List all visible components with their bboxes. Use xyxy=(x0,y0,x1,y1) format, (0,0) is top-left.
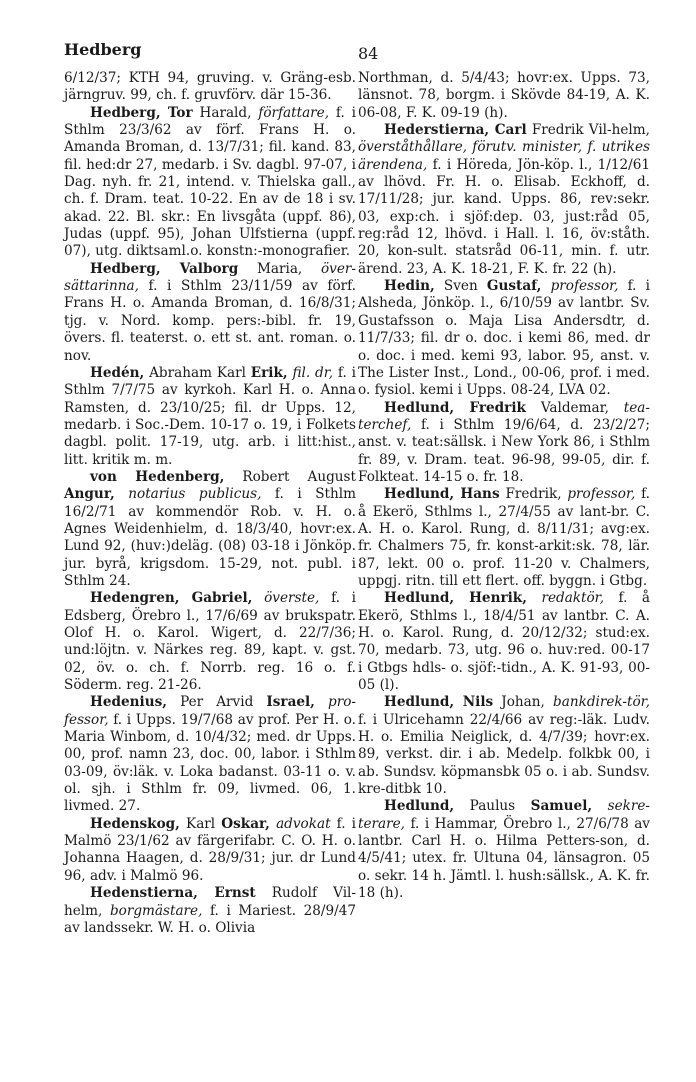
entry-title: redaktör, xyxy=(541,590,605,607)
entry-text: f. i Sthlm 19/6/64, d. 23/2/27; anst. v. teat:sällsk. i New York 86, i Sthlm fr. 89, v. Dram. teat. 96-98, 99-05, dir. f. Folkteat. 14-15 o. fr. 18. xyxy=(358,416,650,485)
entry-text: f. i Hammar, Örebro l., 27/6/78 av lantbr. Carl H. o. Hilma Petters-son, d. 4/5/41; utex. fr. Ultuna 04, länsagron. 05 o. sekr. 14 h. Jämtl. l. hush:sällsk., A. K. fr. 18 (h). xyxy=(358,815,650,902)
entry-headword: Hederstierna, Carl xyxy=(384,122,527,139)
entry-text: Fredrik, xyxy=(499,486,568,503)
biography-entry xyxy=(64,816,356,885)
entry-text: f. å Ekerö, Sthlms l., 27/4/55 av lant-br. C. A. H. o. Karol. Rung, d. 8/11/31; avg:ex. fr. Chalmers 75, fr. konst-arkit:sk. 78, lär. 87, lekt. 00 o. prof. 11-20 v. Chalmers, uppgj. ritn. till ett flert. off. byggn. i Gtbg. xyxy=(358,486,650,589)
entry-text: Valdemar, xyxy=(525,399,624,416)
entry-text: f. i Sthlm 23/11/59 av förf. Frans H. o. Amanda Broman, d. 16/8/31; tjg. v. Nord. komp. pers:-bibl. fr. 19, övers. fl. teaterst. o. ett st. ant. roman. o. nov. xyxy=(64,278,356,364)
entry-headword: von Hedenberg, xyxy=(90,468,225,485)
entry-text: f. i Sthlm 16/2/71 av kommendör Rob. v. H. o. Agnes Weidenhielm, d. 18/3/40, hovr:ex. Lund 92, (huv:)deläg. (08) 03-18 i Jönköp. jur. byrå, krigsdom. 15-29, not. publ. i Sthlm 24. xyxy=(64,486,356,589)
entry-headword: Oskar, xyxy=(221,815,270,832)
biography-entry xyxy=(358,694,650,798)
entry-text: f. i Ulricehamn 22/4/66 av reg:-läk. Ludv. H. o. Emilia Neiglick, d. 4/7/39; hovr:ex. 89, verkst. dir. i ab. Medelp. folkbk 00, i ab. Sundsv. köpmansbk 05 o. i ab. Sundsv. kre-ditbk 10. xyxy=(358,711,650,798)
entry-title: borgmästare, xyxy=(109,902,203,919)
entry-text: f. i Sthlm 7/7/75 av kyrkoh. Karl H. o. Anna Ramsten, d. 23/10/25; fil. dr Upps. 12, medarb. i Soc.-Dem. 10-17 o. 19, i Folkets dagbl. polit. 17-19, utg. arb. i litt:hist., litt. kritik m. m. xyxy=(64,364,356,468)
entry-text: Johan, xyxy=(493,694,554,711)
entry-text xyxy=(115,486,129,502)
entry-title: fil. dr, xyxy=(292,364,334,381)
entry-text: f. i Mariest. 28/9/47 av landssekr. W. H. o. Olivia xyxy=(64,902,357,936)
entry-title: professor, xyxy=(567,486,636,503)
entry-text: Northman, d. 5/4/43; hovr:ex. Upps. 73, länsnot. 78, borgm. i Skövde 84-19, A. K. 06-08, F. K. 09-19 (h). xyxy=(358,70,650,121)
entry-title: överståthållare, förutv. minister, f. utrikes ärendena, xyxy=(358,139,650,173)
entry-title: författare, xyxy=(258,104,330,121)
page-number: 84 xyxy=(358,44,379,63)
entry-headword: Hedlund, Nils xyxy=(384,694,494,711)
entry-text: f. i Alsheda, Jönköp. l., 6/10/59 av lantbr. Sv. Gustafsson o. Maja Lisa Andersdtr, d. 11/7/33; fil. dr o. doc. i kemi 86, med. dr o. doc. i med. kemi 93, labor. 95, anst. v. The Lister Inst., Lond., 00-06, prof. i med. o. fysiol. kemi i Upps. 08-24, LVA 02. xyxy=(358,278,651,399)
entry-title: pro-fessor, xyxy=(64,694,357,728)
entry-headword: Hedlund, xyxy=(384,798,455,815)
entry-text: Karl xyxy=(179,815,222,832)
entry-title: advokat xyxy=(276,815,331,832)
biography-entry xyxy=(64,694,356,815)
entry-text: f. i Sthlm 23/3/62 av förf. Frans H. o. Amanda Broman, d. 13/7/31; fil. kand. 83, fil. hed:dr 27, medarb. i Sv. dagbl. 97-07, i Dag. nyh. fr. 21, intend. v. Thielska gall., ch. f. Dram. teat. 10-22. En av de 18 i sv. akad. 22. Bl. skr.: En livsgåta (uppf. 86), Judas (uppf. 95), Johan Ulfstierna (uppf. 07), utg. diktsaml.o. konstn:-monografier. xyxy=(64,104,356,260)
entry-text: Fredrik Vil-helm, xyxy=(526,122,650,139)
biography-entry xyxy=(64,365,356,469)
entry-headword: Hedenius, xyxy=(90,694,167,711)
entry-text: Sven xyxy=(434,278,487,295)
entry-text xyxy=(252,590,264,606)
running-head: Hedberg xyxy=(64,40,142,59)
entry-text: f. i Edsberg, Örebro l., 17/6/69 av brukspatr. Olof H. o. Karol. Wigert, d. 22/7/36; und:löjtn. v. Närkes reg. 89, kapt. v. gst. 02, öv. o. ch. f. Norrb. reg. 16 o. f. Söderm. reg. 21-26. xyxy=(64,590,356,694)
left-column xyxy=(64,70,356,937)
entry-text xyxy=(541,278,550,294)
entry-text: Harald, xyxy=(192,104,259,121)
entry-text: 6/12/37; KTH 94, gruving. v. Gräng-esb. järngruv. 99, ch. f. gruvförv. där 15-36. xyxy=(64,70,356,104)
entry-text: f. i Upps. 19/7/68 av prof. Per H. o. Maria Winbom, d. 10/4/32; med. dr Upps. 00, prof. namn 23, doc. 00, labor. i Sthlm 03-09, öv:läk. v. Loka badanst. 03-11 o. v. ol. sjh. i Sthlm fr. 09, livmed. 06, 1. livmed. 27. xyxy=(64,711,356,815)
entry-title: notarius publicus, xyxy=(128,486,262,503)
entry-text xyxy=(592,798,608,814)
entry-title: sekre-terare, xyxy=(358,798,650,832)
biography-entry xyxy=(358,798,650,902)
entry-title: professor, xyxy=(550,278,619,295)
entry-headword: Hedlund, Hans xyxy=(384,486,500,503)
entry-headword: Samuel, xyxy=(530,798,593,815)
biography-entry xyxy=(358,486,650,590)
entry-headword: Hedengren, Gabriel, xyxy=(90,590,253,607)
entry-headword: Angur, xyxy=(64,486,115,503)
biography-entry xyxy=(358,400,650,487)
entry-text: f. å Ekerö, Sthlms l., 18/4/51 av lantbr. C. A. H. o. Karol. Rung, d. 20/12/32; stud:ex. 70, medarb. 73, utg. 96 o. huv:red. 00-17 i Gtbgs hdls- o. sjöf:-tidn., A. K. 91-93, 00-05 (l). xyxy=(358,590,650,694)
biography-entry xyxy=(64,105,356,261)
entry-text: f. i Malmö 23/1/62 av färgerifabr. C. O. H. o. Johanna Haagen, d. 28/9/31; jur. dr Lund 96, adv. i Malmö 96. xyxy=(64,815,357,884)
biography-entry xyxy=(64,590,356,694)
entry-text: f. i Höreda, Jön-köp. l., 1/12/61 av lhövd. Fr. H. o. Elisab. Eckhoff, d. 17/11/28; jur. kand. Upps. 86, rev:sekr. 03, exp:ch. i sjöf:dep. 03, just:råd 05, reg:råd 12, lhövd. i Hall. l. 16, öv:ståth. 20, kon-sult. statsråd 06-11, min. f. utr. ärend. 23, A. K. 18-21, F. K. fr. 22 (h). xyxy=(358,156,650,277)
biography-entry xyxy=(64,261,356,365)
entry-title: över-sättarinna, xyxy=(64,260,356,295)
entry-headword: Hedenskog, xyxy=(90,815,180,832)
right-column xyxy=(358,70,650,903)
entry-title: tea-terchef, xyxy=(358,399,650,433)
entry-text: Maria, xyxy=(238,260,321,277)
entry-headword: Hedenstierna, Ernst xyxy=(90,885,256,902)
biography-entry xyxy=(358,590,650,694)
entry-text: Robert August xyxy=(224,468,356,485)
biography-entry xyxy=(64,70,356,105)
entry-text: Paulus xyxy=(454,798,531,815)
biography-entry xyxy=(64,885,356,937)
biography-entry xyxy=(358,278,650,399)
entry-title: bankdirek-tör, xyxy=(553,694,650,711)
entry-headword: Gustaf, xyxy=(486,278,542,295)
biography-entry xyxy=(358,70,650,122)
entry-text: Abraham Karl xyxy=(144,364,251,381)
entry-headword: Hedlund, Fredrik xyxy=(384,399,526,416)
entry-title: överste, xyxy=(264,590,320,607)
entry-headword: Hedén, xyxy=(90,364,145,381)
entry-headword: Hedlund, Henrik, xyxy=(384,590,527,607)
entry-headword: Israel, xyxy=(266,694,315,711)
entry-headword: Hedberg, Valborg xyxy=(90,260,239,277)
entry-text xyxy=(315,694,328,710)
entry-text: Per Arvid xyxy=(166,694,267,711)
entry-text: Rudolf Vil-helm, xyxy=(64,885,356,919)
biography-entry xyxy=(64,469,356,590)
entry-text xyxy=(527,590,542,606)
entry-headword: Hedin, xyxy=(384,278,435,295)
entry-headword: Erik, xyxy=(250,364,288,381)
biography-entry xyxy=(358,122,650,278)
entry-headword: Hedberg, Tor xyxy=(90,104,193,121)
